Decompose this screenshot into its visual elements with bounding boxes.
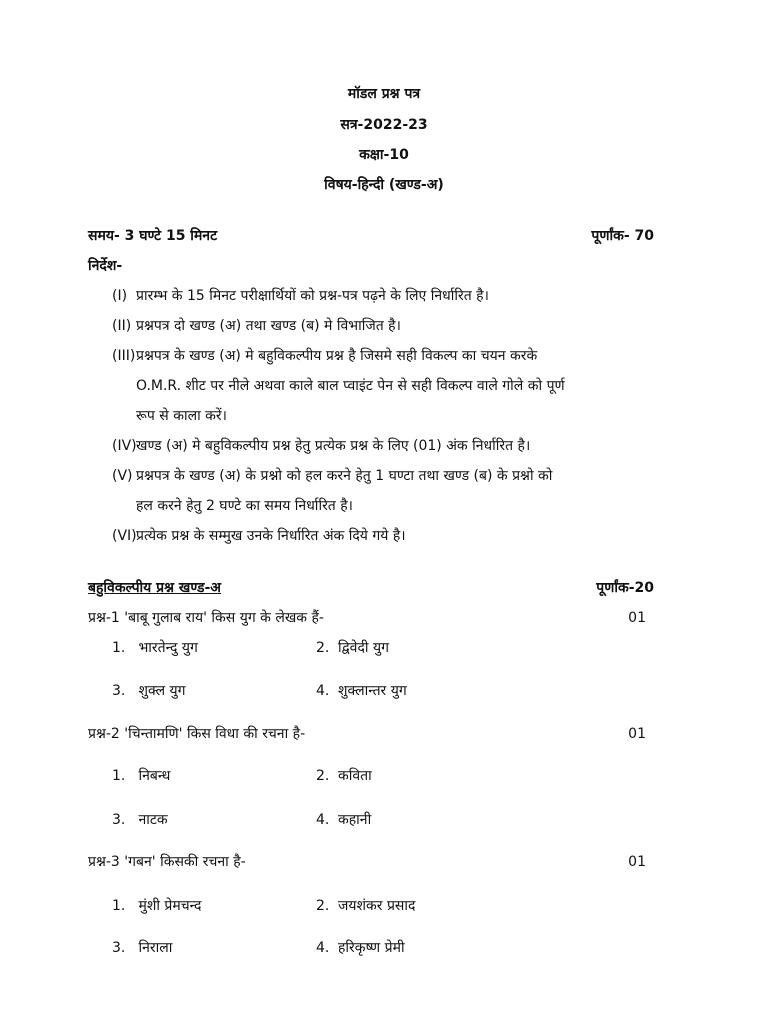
instruction-text: खण्ड (अ) मे बहुविकल्पीय प्रश्न हेतु प्रत्येक प्रश्न के लिए (01) अंक निर्धारित है। [136,438,531,454]
instruction-number: (III) [112,348,136,364]
instruction-text-continued: O.M.R. शीट पर नीले अथवा काले बाल प्वाइंट पेन से सही विकल्प वाले गोले को पूर्ण [136,378,565,394]
option-text: नाटक [138,812,168,828]
instruction-item [112,466,552,486]
option-number: 2. [316,898,330,914]
option-number: 4. [316,812,330,828]
class-label: कक्षा-10 [359,147,409,163]
instruction-text: प्रारम्भ के 15 मिनट परीक्षार्थियों को प्रश्न-पत्र पढ़ने के लिए निर्धारित है। [136,288,489,304]
instruction-item [112,526,406,546]
option-number: 1. [112,640,126,656]
option-text: कविता [338,768,372,784]
section-title: बहुविकल्पीय प्रश्न खण्ड-अ [88,580,222,596]
option [316,810,371,830]
time-label: समय- 3 घण्टे 15 मिनट [88,228,218,244]
option-number: 1. [112,898,126,914]
option [112,810,168,830]
option-text: शुक्लान्तर युग [338,683,407,699]
instruction-number: (V) [112,468,133,484]
instruction-text-continued: हल करने हेतु 2 घण्टे का समय निर्धारित है। [136,498,353,514]
instruction-item [112,436,530,456]
session-label: सत्र-2022-23 [340,117,428,133]
option [112,938,172,958]
instruction-number: (VI) [112,528,137,544]
section-marks: पूर्णांक-20 [596,580,654,596]
option-number: 1. [112,768,126,784]
option [112,896,201,916]
option-number: 3. [112,812,126,828]
paper-title: मॉडल प्रश्न पत्र [347,86,421,102]
option-text: भारतेन्दु युग [138,640,198,656]
question-text: प्रश्न-1 'बाबू गुलाब राय' किस युग के लेखक हैं- [88,610,324,626]
option-number: 2. [316,640,330,656]
question-marks: 01 [628,726,646,742]
option [316,766,372,786]
instruction-number: (II) [112,318,132,334]
option [316,681,407,701]
instruction-item [112,346,537,366]
instruction-item [112,286,489,306]
instruction-text: प्रश्नपत्र दो खण्ड (अ) तथा खण्ड (ब) मे विभाजित है। [136,318,401,334]
instruction-item [112,316,401,336]
instruction-text: प्रत्येक प्रश्न के सम्मुख उनके निर्धारित अंक दिये गये है। [136,528,406,544]
instruction-text: प्रश्नपत्र के खण्ड (अ) के प्रश्नो को हल करने हेतु 1 घण्टा तथा खण्ड (ब) के प्रश्नो को [136,468,553,484]
option [316,896,415,916]
option [112,766,170,786]
option-number: 4. [316,940,330,956]
instructions-heading: निर्देश- [88,258,123,274]
option-text: निराला [138,940,173,956]
option [112,681,186,701]
max-marks-label: पूर्णांक- 70 [591,228,654,244]
question-text: प्रश्न-3 'गबन' किसकी रचना है- [88,854,246,870]
option-text: द्विवेदी युग [338,640,389,656]
option [316,638,389,658]
option-number: 4. [316,683,330,699]
option-text: शुक्ल युग [138,683,186,699]
option-text: निबन्ध [138,768,171,784]
option-text: हरिकृष्ण प्रेमी [338,940,405,956]
instruction-text-continued: रूप से काला करें। [136,408,227,424]
question-text: प्रश्न-2 'चिन्तामणि' किस विधा की रचना है- [88,726,306,742]
option-text: मुंशी प्रेमचन्द [138,898,202,914]
instruction-text: प्रश्नपत्र के खण्ड (अ) मे बहुविकल्पीय प्रश्न है जिसमे सही विकल्प का चयन करके [136,348,538,364]
question-marks: 01 [628,610,646,626]
instruction-number: (IV) [112,438,137,454]
instruction-number: (I) [112,288,128,304]
option-number: 2. [316,768,330,784]
option-number: 3. [112,683,126,699]
subject-label: विषय-हिन्दी (खण्ड-अ) [324,177,444,193]
option-text: कहानी [338,812,372,828]
option-text: जयशंकर प्रसाद [338,898,416,914]
option-number: 3. [112,940,126,956]
question-marks: 01 [628,854,646,870]
option [112,638,198,658]
option [316,938,405,958]
